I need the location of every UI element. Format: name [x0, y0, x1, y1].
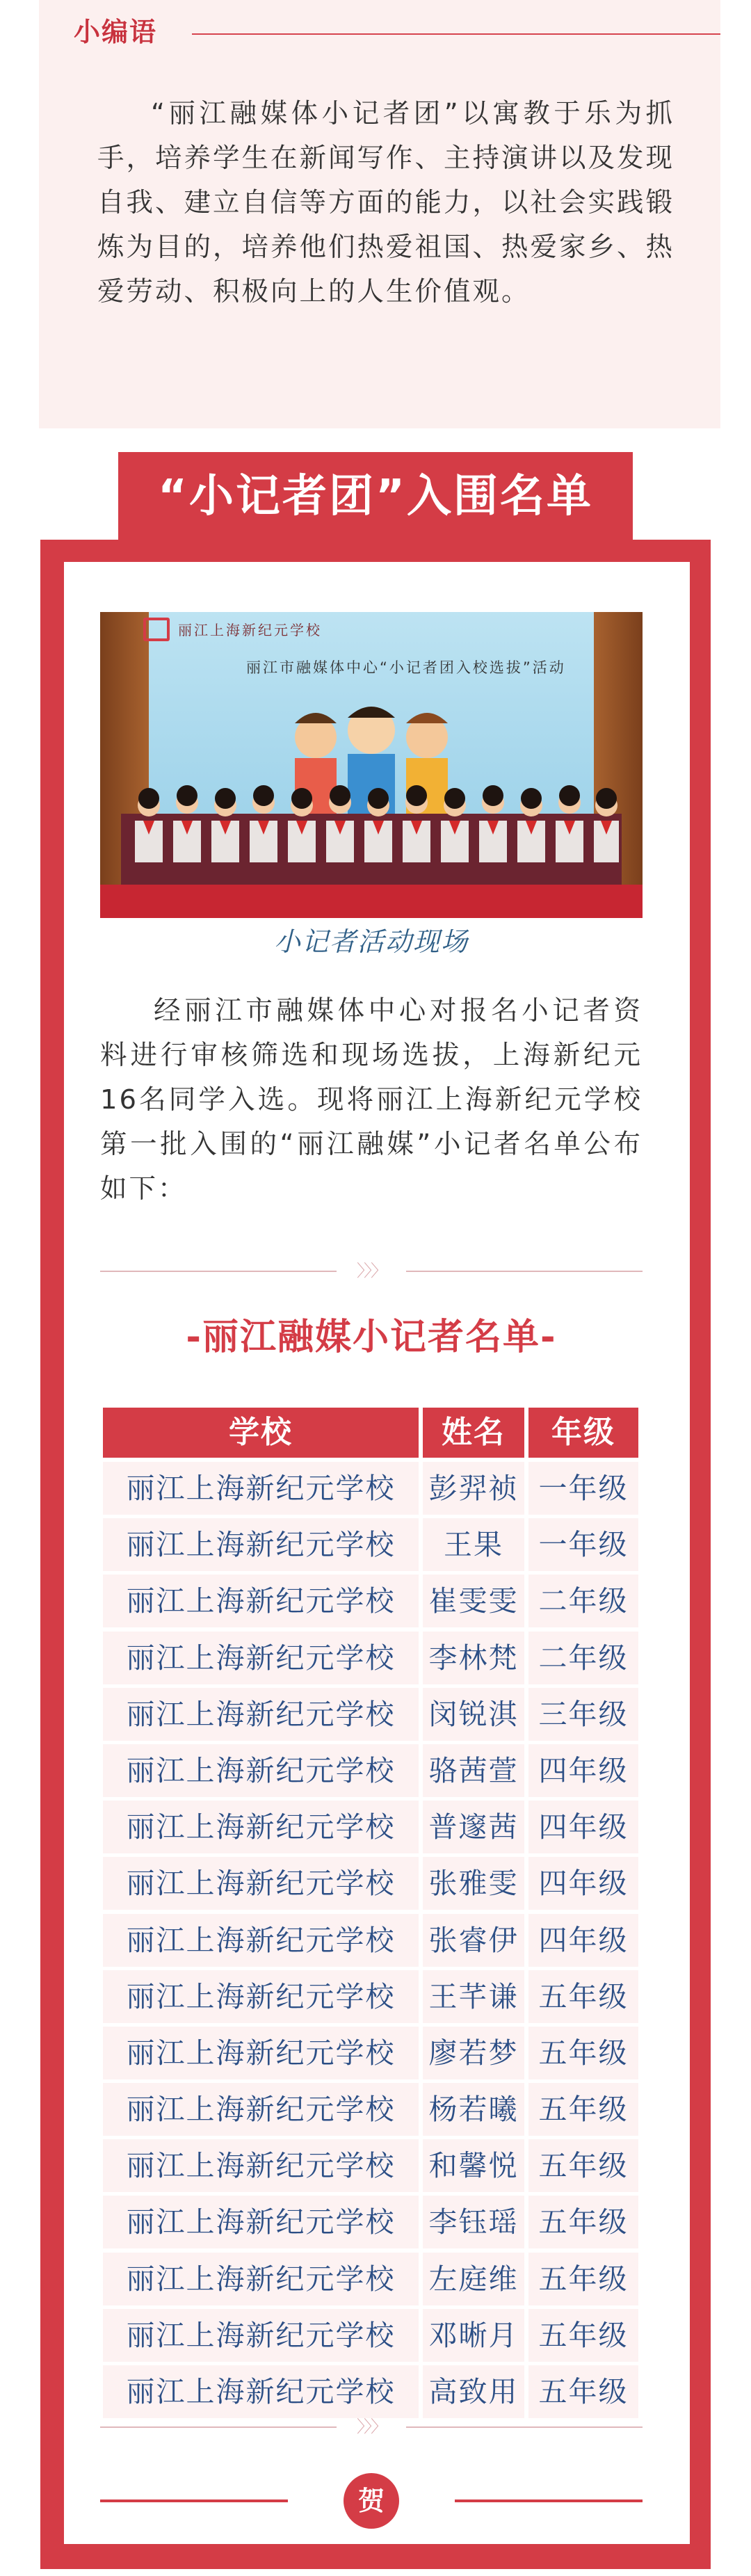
congrats-line-right [455, 2499, 643, 2502]
cell-grade: 五年级 [528, 2365, 638, 2418]
cell-name: 廖若梦 [423, 2027, 524, 2079]
divider-line-left [100, 1271, 337, 1272]
table-row [103, 1687, 638, 1743]
event-photo [100, 612, 643, 918]
cell-name: 崔雯雯 [423, 1575, 524, 1627]
roster-table [103, 1408, 638, 2420]
cell-name: 邓晰月 [423, 2309, 524, 2362]
table-body [103, 1460, 638, 2420]
table-row [103, 2082, 638, 2138]
cell-grade: 五年级 [528, 2083, 638, 2136]
divider-line-left [100, 2426, 337, 2428]
stage-red-carpet [100, 885, 643, 918]
table-row [103, 1743, 638, 1799]
cell-name: 王果 [423, 1518, 524, 1571]
congrats-footer [100, 2473, 643, 2529]
table-row [103, 1913, 638, 1969]
editor-note-section [39, 0, 720, 428]
table-row [103, 1630, 638, 1687]
cell-school: 丽江上海新纪元学校 [103, 1518, 419, 1571]
cell-name: 李林梵 [423, 1632, 524, 1684]
cell-grade: 二年级 [528, 1575, 638, 1627]
photo-caption: 小记者活动现场 [273, 926, 469, 957]
cell-name: 张雅雯 [423, 1857, 524, 1910]
banner-title: “小记者团”入围名单 [157, 471, 594, 522]
list-heading: -丽江融媒小记者名单- [186, 1317, 557, 1358]
table-row [103, 2364, 638, 2420]
editor-note-header [39, 13, 720, 54]
cell-school: 丽江上海新纪元学校 [103, 2309, 419, 2362]
table-row [103, 1969, 638, 2025]
cell-name: 普邃茜 [423, 1801, 524, 1853]
cell-grade: 五年级 [528, 2027, 638, 2079]
header-name: 姓名 [423, 1408, 524, 1458]
cell-school: 丽江上海新纪元学校 [103, 1857, 419, 1910]
chevrons-right-icon: 〉〉〉 [357, 2417, 386, 2436]
cell-grade: 五年级 [528, 1970, 638, 2023]
cell-name: 闵锐淇 [423, 1688, 524, 1741]
cell-grade: 一年级 [528, 1462, 638, 1515]
cell-name: 杨若曦 [423, 2083, 524, 2136]
editor-note-rule [192, 33, 720, 35]
students-group-photo [121, 765, 622, 890]
table-row [103, 1517, 638, 1573]
cell-school: 丽江上海新纪元学校 [103, 2027, 419, 2079]
header-grade: 年级 [528, 1408, 638, 1458]
cell-name: 张睿伊 [423, 1914, 524, 1967]
cell-school: 丽江上海新纪元学校 [103, 2365, 419, 2418]
cell-name: 彭羿祯 [423, 1462, 524, 1515]
cell-school: 丽江上海新纪元学校 [103, 1744, 419, 1797]
cell-school: 丽江上海新纪元学校 [103, 2083, 419, 2136]
cell-grade: 五年级 [528, 2139, 638, 2192]
cell-school: 丽江上海新纪元学校 [103, 1970, 419, 2023]
cell-school: 丽江上海新纪元学校 [103, 1688, 419, 1741]
header-school: 学校 [103, 1408, 419, 1458]
cell-school: 丽江上海新纪元学校 [103, 1462, 419, 1515]
table-row [103, 1855, 638, 1912]
event-title-on-screen: 丽江市融媒体中心“小记者团入校选拔”活动 [246, 659, 566, 676]
table-row [103, 1799, 638, 1855]
table-row [103, 2308, 638, 2364]
table-row [103, 2025, 638, 2082]
cell-name: 李钰瑶 [423, 2196, 524, 2248]
editor-note-title: 小编语 [74, 17, 158, 47]
congrats-badge: 贺 [344, 2473, 399, 2529]
intro-paragraph: 经丽江市融媒体中心对报名小记者资料进行审核筛选和现场选拔，上海新纪元16名同学入选。现将丽江上海新纪元学校第一批入围的“丽江融媒”小记者名单公布如下： [100, 995, 643, 1205]
divider-bottom [100, 2416, 643, 2437]
table-row [103, 2138, 638, 2194]
divider-top [100, 1260, 643, 1281]
cell-grade: 一年级 [528, 1518, 638, 1571]
cell-name: 高致用 [423, 2365, 524, 2418]
table-row [103, 2251, 638, 2308]
table-row [103, 2194, 638, 2251]
cell-school: 丽江上海新纪元学校 [103, 2139, 419, 2192]
cell-grade: 四年级 [528, 1914, 638, 1967]
table-row [103, 1573, 638, 1629]
school-logo-icon [143, 618, 170, 641]
cell-school: 丽江上海新纪元学校 [103, 1632, 419, 1684]
cell-name: 左庭维 [423, 2253, 524, 2305]
cell-school: 丽江上海新纪元学校 [103, 2196, 419, 2248]
cell-school: 丽江上海新纪元学校 [103, 2253, 419, 2305]
school-logo-text: 丽江上海新纪元学校 [178, 622, 322, 638]
cell-name: 王芊谦 [423, 1970, 524, 2023]
table-row [103, 1460, 638, 1517]
divider-line-right [406, 2426, 643, 2428]
cell-name: 骆茜萱 [423, 1744, 524, 1797]
cell-grade: 五年级 [528, 2253, 638, 2305]
cell-grade: 三年级 [528, 1688, 638, 1741]
cell-grade: 二年级 [528, 1632, 638, 1684]
table-header-row [103, 1408, 638, 1460]
cell-grade: 四年级 [528, 1744, 638, 1797]
editor-note-text: “丽江融媒体小记者团”以寓教于乐为抓手，培养学生在新闻写作、主持演讲以及发现自我、建立自信等方面的能力，以社会实践锻炼为目的，培养他们热爱祖国、热爱家乡、热爱劳动、积极向上的人生价值观。 [97, 98, 675, 307]
congrats-line-left [100, 2499, 288, 2502]
cell-name: 和馨悦 [423, 2139, 524, 2192]
cell-school: 丽江上海新纪元学校 [103, 1575, 419, 1627]
cell-school: 丽江上海新纪元学校 [103, 1801, 419, 1853]
cell-grade: 五年级 [528, 2196, 638, 2248]
cell-school: 丽江上海新纪元学校 [103, 1914, 419, 1967]
cell-grade: 四年级 [528, 1857, 638, 1910]
cell-grade: 四年级 [528, 1801, 638, 1853]
chevrons-right-icon: 〉〉〉 [357, 1261, 386, 1280]
divider-line-right [406, 1271, 643, 1272]
cell-grade: 五年级 [528, 2309, 638, 2362]
